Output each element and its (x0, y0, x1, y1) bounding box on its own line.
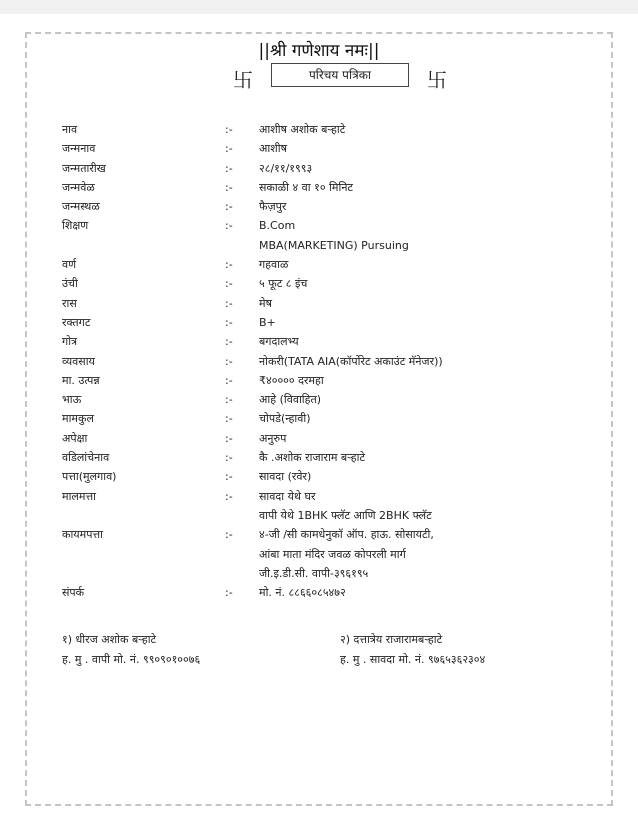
field-value (259, 525, 602, 583)
field-value-line: आंबा माता मंदिर जवळ कोपरली मार्ग (259, 547, 406, 561)
field-row-income (62, 371, 602, 390)
field-value: मो. नं. ८८६६०८५४७२ (259, 586, 346, 600)
field-value: मेष (259, 296, 272, 310)
field-separator: :- (225, 142, 233, 156)
field-value: सकाळी ४ वा १० मिनिट (259, 180, 353, 194)
field-row-father-name (62, 448, 602, 467)
field-separator: :- (225, 489, 233, 503)
field-row-height (62, 274, 602, 293)
field-value (259, 216, 602, 255)
document-page (25, 32, 613, 806)
field-value: सावदा (रवेर) (259, 470, 312, 484)
field-value-line: सावदा येथे घर (259, 489, 316, 503)
field-label: मा. उत्पन्न (62, 373, 100, 387)
field-row-expectation (62, 429, 602, 448)
field-label: मालमत्ता (62, 489, 96, 503)
field-separator: :- (225, 393, 233, 407)
field-value: २८/११/१९९३ (259, 161, 313, 175)
field-label: अपेक्षा (62, 431, 88, 445)
field-label: व्यवसाय (62, 354, 95, 368)
field-label: वडिलांचेनाव (62, 451, 110, 465)
field-separator: :- (225, 277, 233, 291)
field-value: फैज़पुर (259, 200, 287, 214)
field-row-property (62, 487, 602, 526)
field-value-line: MBA(MARKETING) Pursuing (259, 238, 409, 252)
swastika-icon-left: 卐 (233, 68, 253, 92)
field-separator: :- (225, 180, 233, 194)
field-label: जन्मतारीख (62, 161, 106, 175)
field-value: बगदालभ्य (259, 335, 299, 349)
field-label: नाव (62, 123, 78, 136)
contact-phone: ह. मु . सावदा मो. नं. ९७६५३६२३०४ (340, 653, 486, 666)
field-row-native-address (62, 467, 602, 486)
field-separator: :- (225, 200, 233, 214)
field-value: चोपडे(न्हावी) (259, 412, 311, 426)
field-value-line: जी.इ.डी.सी. वापी-३९६१९५ (259, 566, 369, 580)
details-list (62, 120, 602, 602)
field-row-birth-time (62, 178, 602, 197)
field-row-birth-name (62, 139, 602, 158)
subtitle-box: परिचय पत्रिका (271, 63, 409, 87)
contact-block-2 (340, 630, 485, 670)
field-value-line: B.Com (259, 219, 296, 233)
field-row-name (62, 120, 602, 139)
field-row-occupation (62, 352, 602, 371)
field-value: आशीष अशोक बऱ्हाटे (259, 123, 346, 136)
field-label: पत्ता(मुलगाव) (62, 470, 117, 484)
field-value (259, 487, 602, 526)
field-separator: :- (225, 451, 233, 465)
field-label: शिक्षण (62, 219, 89, 233)
field-separator: :- (225, 586, 233, 600)
field-separator: :- (225, 161, 233, 175)
field-separator: :- (225, 431, 233, 445)
field-label: कायमपत्ता (62, 528, 103, 542)
field-row-contact (62, 583, 602, 602)
field-value: आहे (विवाहित) (259, 393, 322, 407)
field-row-education (62, 216, 602, 255)
field-label: रास (62, 296, 77, 310)
field-separator: :- (225, 219, 233, 233)
field-separator: :- (225, 354, 233, 368)
top-band (0, 0, 638, 14)
field-label: रक्तगट (62, 315, 91, 329)
field-value: गहवाळ (259, 258, 289, 272)
field-value: B+ (259, 315, 276, 329)
field-separator: :- (225, 123, 233, 136)
field-separator: :- (225, 373, 233, 387)
field-value-line: ४-जी /सी कामधेनुकॉ ऑप. हाऊ. सोसायटी, (259, 528, 434, 542)
field-label: उंची (62, 277, 78, 291)
field-label: जन्मनाव (62, 142, 96, 156)
field-separator: :- (225, 470, 233, 484)
page-title: ||श्री गणेशाय नमः|| (258, 41, 380, 61)
swastika-icon-right: 卐 (427, 68, 447, 92)
field-separator: :- (225, 296, 233, 310)
field-label: भाऊ (62, 393, 82, 407)
contact-phone: ह. मु . वापी मो. नं. ९९०९०१००७६ (62, 653, 201, 666)
field-row-brother (62, 390, 602, 409)
field-value: कै .अशोक राजाराम बऱ्हाटे (259, 451, 366, 465)
field-label: मामकुल (62, 412, 94, 426)
field-label: वर्ण (62, 258, 77, 272)
field-row-blood-group (62, 313, 602, 332)
field-row-permanent-address (62, 525, 602, 583)
field-row-maternal-family (62, 409, 602, 428)
field-value: नोकरी(TATA AIA(कॉर्पोरेट अकाउंट मॅनेजर)) (259, 354, 443, 368)
field-label: गोत्र (62, 335, 78, 349)
field-label: जन्मस्थळ (62, 200, 100, 214)
field-row-gotra (62, 332, 602, 351)
field-value: अनुरुप (259, 431, 287, 445)
field-separator: :- (225, 412, 233, 426)
field-separator: :- (225, 335, 233, 349)
field-label: जन्मवेळ (62, 180, 95, 194)
field-row-birth-place (62, 197, 602, 216)
field-value: ५ फूट ८ इंच (259, 277, 308, 291)
contact-name: १) धीरज अशोक बऱ्हाटे (62, 633, 157, 646)
contact-name: २) दत्तात्रेय राजारामबऱ्हाटे (340, 633, 443, 646)
field-separator: :- (225, 528, 233, 542)
field-row-birth-date (62, 159, 602, 178)
field-label: संपर्क (62, 586, 85, 600)
field-separator: :- (225, 258, 233, 272)
contact-block-1 (62, 630, 200, 670)
field-value: आशीष (259, 142, 287, 156)
field-value-line: वापी येथे 1BHK फ्लॅट आणि 2BHK फ्लॅट (259, 508, 432, 522)
field-value: ₹४०००० दरमहा (259, 373, 324, 387)
field-row-complexion (62, 255, 602, 274)
field-separator: :- (225, 315, 233, 329)
field-row-zodiac (62, 294, 602, 313)
